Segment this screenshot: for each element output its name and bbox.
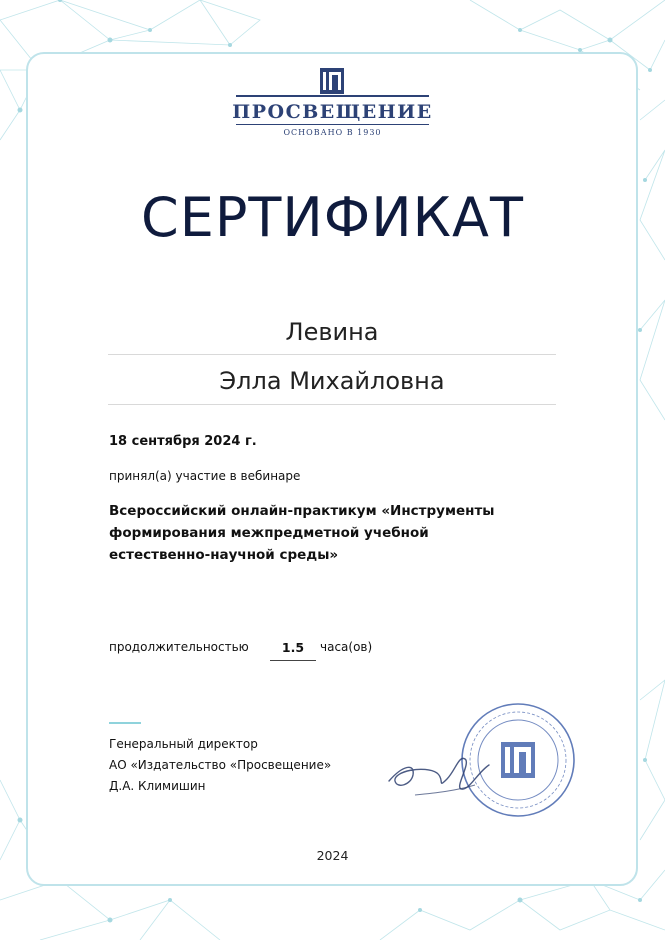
certificate-year: 2024 [316,848,349,863]
logo-emblem-icon [320,68,344,94]
publisher-logo [0,0,665,150]
duration-label: продолжительностью [109,640,249,654]
signatory-position: Генеральный директор [109,737,258,751]
logo-founded: ОСНОВАНО В 1930 [283,128,382,137]
logo-bottom-rule [236,124,429,125]
signatory-block [109,734,331,797]
event-title-line: формирования межпредметной учебной [109,525,429,541]
duration-unit: часа(ов) [320,640,373,654]
event-date: 18 сентября 2024 г. [109,434,257,449]
recipient-given-names: Элла Михайловна [219,367,445,395]
logo-top-rule [236,95,429,97]
handwritten-signature [385,735,495,805]
given-names-underline [108,404,556,405]
event-title [109,500,549,566]
event-title-line: естественно-научной среды» [109,547,339,563]
signatory-name: Д.А. Климишин [109,779,206,793]
accent-line [109,722,141,724]
certificate-title: СЕРТИФИКАТ [141,186,524,249]
duration-value: 1.5 [270,640,316,661]
event-title-line: Всероссийский онлайн-практикум «Инструменты [109,503,495,519]
logo-name: ПРОСВЕЩЕНИЕ [232,101,433,123]
signatory-organization: АО «Издательство «Просвещение» [109,758,332,772]
surname-underline [108,354,556,355]
recipient-surname: Левина [285,318,379,346]
participation-text: принял(а) участие в вебинаре [109,469,301,483]
